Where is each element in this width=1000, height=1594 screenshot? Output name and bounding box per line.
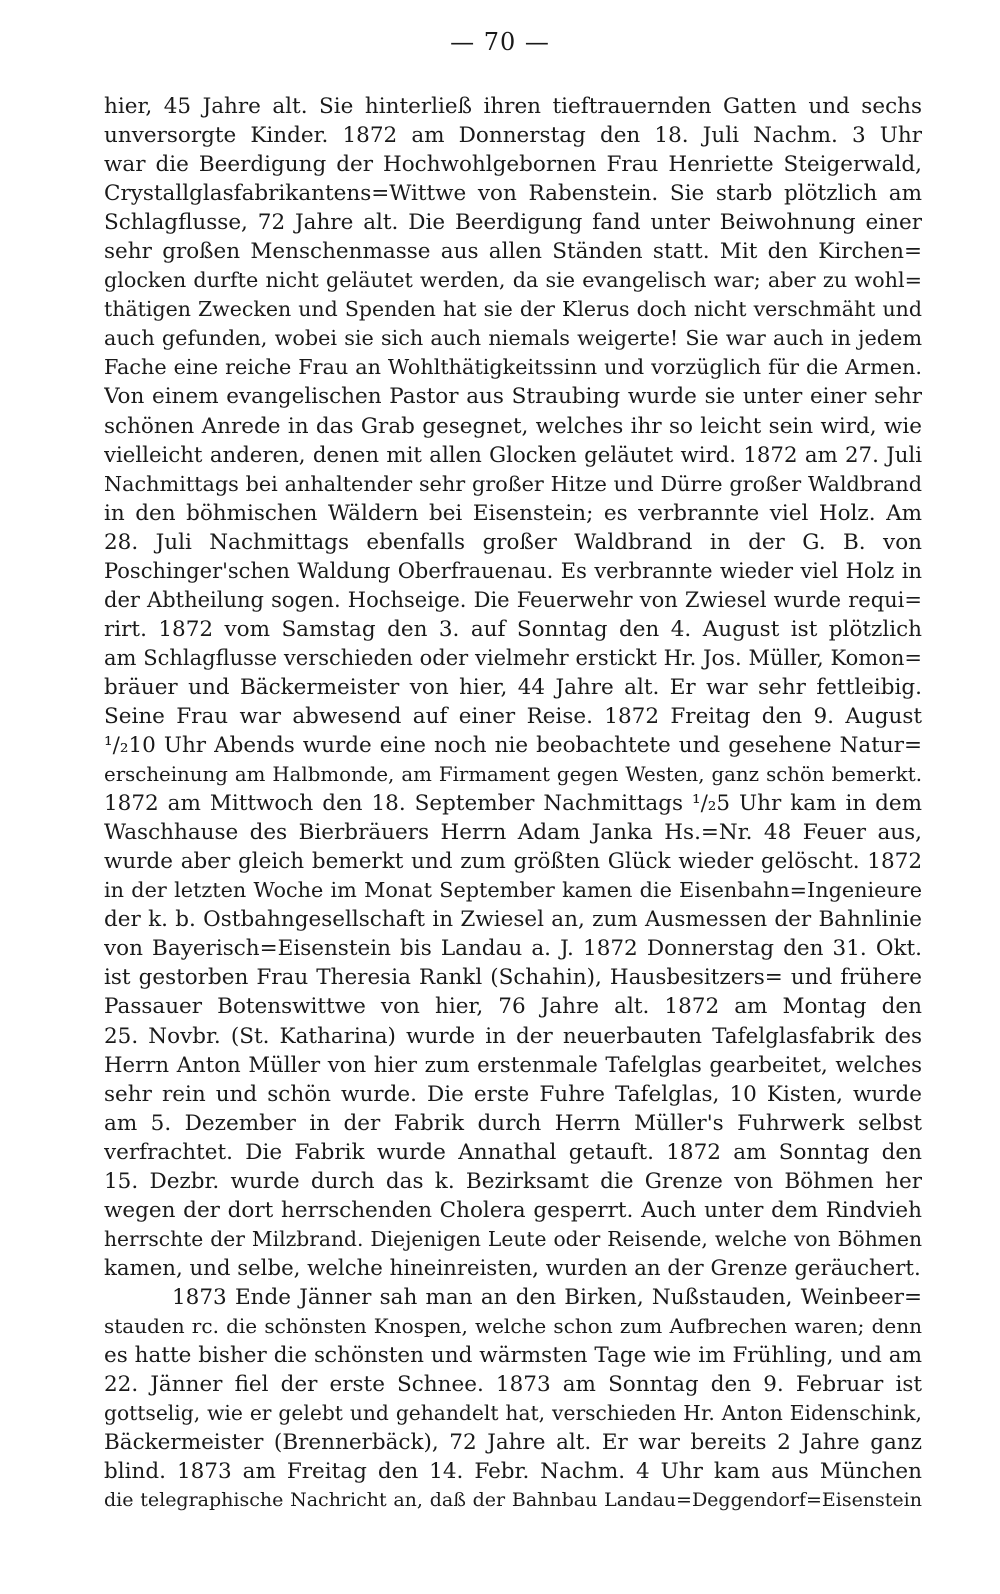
text-line: in den böhmischen Wäldern bei Eisenstein; es verbrannte viel Holz. Am	[104, 500, 922, 526]
text-line: verfrachtet. Die Fabrik wurde Annathal getauft. 1872 am Sonntag den	[104, 1139, 922, 1165]
text-line: blind. 1873 am Freitag den 14. Febr. Nachm. 4 Uhr kam aus München	[104, 1459, 922, 1485]
text-line: ¹/₂10 Uhr Abends wurde eine noch nie beobachtete und gesehene Natur=	[104, 733, 922, 759]
text-line: kamen, und selbe, welche hineinreisten, wurden an der Grenze geräuchert.	[104, 1255, 921, 1281]
text-line: schönen Anrede in das Grab gesegnet, welches ihr so leicht sein wird, wie	[104, 413, 922, 439]
body-text	[104, 92, 922, 1515]
text-line: Bäckermeister (Brennerbäck), 72 Jahre alt. Er war bereits 2 Jahre ganz	[104, 1430, 922, 1456]
text-line: Von einem evangelischen Pastor aus Straubing wurde sie unter einer sehr	[104, 384, 922, 410]
text-line: bräuer und Bäckermeister von hier, 44 Jahre alt. Er war sehr fettleibig.	[104, 674, 922, 700]
text-line: erscheinung am Halbmonde, am Firmament gegen Westen, ganz schön bemerkt.	[104, 763, 922, 787]
text-line: am Schlagflusse verschieden oder vielmehr erstickt Hr. Jos. Müller, Komon=	[104, 645, 922, 670]
text-line: Seine Frau war abwesend auf einer Reise. 1872 Freitag den 9. August	[104, 703, 922, 729]
text-line: war die Beerdigung der Hochwohlgebornen Frau Henriette Steigerwald,	[104, 152, 922, 178]
text-line: von Bayerisch=Eisenstein bis Landau a. J. 1872 Donnerstag den 31. Okt.	[104, 936, 922, 962]
text-line: herrschte der Milzbrand. Diejenigen Leute oder Reisende, welche von Böhmen	[104, 1226, 922, 1251]
text-line: 28. Juli Nachmittags ebenfalls großer Waldbrand in der G. B. von	[104, 529, 922, 555]
text-line: 15. Dezbr. wurde durch das k. Bezirksamt die Grenze von Böhmen her	[104, 1168, 922, 1194]
text-line: Herrn Anton Müller von hier zum erstenmale Tafelglas gearbeitet, welches	[104, 1052, 922, 1078]
text-line: vielleicht anderen, denen mit allen Glocken geläutet wird. 1872 am 27. Juli	[104, 442, 922, 468]
text-line: stauden rc. die schönsten Knospen, welche schon zum Aufbrechen waren; denn	[104, 1313, 922, 1338]
text-line: die telegraphische Nachricht an, daß der Bahnbau Landau=Deggendorf=Eisenstein	[104, 1489, 922, 1512]
text-line: wegen der dort herrschenden Cholera gesperrt. Auch unter dem Rindvieh	[104, 1197, 922, 1223]
page-number: — 70 —	[450, 28, 550, 56]
text-line: wurde aber gleich bemerkt und zum größten Glück wieder gelöscht. 1872	[104, 849, 922, 875]
text-line: hier, 45 Jahre alt. Sie hinterließ ihren tieftrauernden Gatten und sechs	[104, 94, 922, 119]
text-line: 25. Novbr. (St. Katharina) wurde in der neuerbauten Tafelglasfabrik des	[104, 1023, 922, 1049]
text-line: in der letzten Woche im Monat September kamen die Eisenbahn=Ingenieure	[104, 878, 922, 903]
text-line: sehr großen Menschenmasse aus allen Ständen statt. Mit den Kirchen=	[104, 239, 922, 265]
text-line: es hatte bisher die schönsten und wärmsten Tage wie im Frühling, und am	[104, 1343, 922, 1369]
text-line: 22. Jänner fiel der erste Schnee. 1873 am Sonntag den 9. Februar ist	[104, 1372, 922, 1398]
text-line: gottselig, wie er gelebt und gehandelt hat, verschieden Hr. Anton Eidenschink,	[104, 1401, 922, 1426]
text-line: 1873 Ende Jänner sah man an den Birken, Nußstauden, Weinbeer=	[172, 1284, 922, 1310]
text-line: auch gefunden, wobei sie sich auch niemals weigerte! Sie war auch in jedem	[104, 326, 922, 351]
text-line: glocken durfte nicht geläutet werden, da sie evangelisch war; aber zu wohl=	[104, 268, 922, 293]
text-line: Waschhause des Bierbräuers Herrn Adam Janka Hs.=Nr. 48 Feuer aus,	[104, 820, 922, 846]
text-line: rirt. 1872 vom Samstag den 3. auf Sonntag den 4. August ist plötzlich	[104, 616, 922, 642]
text-line: am 5. Dezember in der Fabrik durch Herrn Müller's Fuhrwerk selbst	[104, 1110, 922, 1136]
text-line: thätigen Zwecken und Spenden hat sie der Klerus doch nicht verschmäht und	[104, 297, 922, 322]
text-line: Passauer Botenswittwe von hier, 76 Jahre alt. 1872 am Montag den	[104, 994, 922, 1020]
text-line: Fache eine reiche Frau an Wohlthätigkeitssinn und vorzüglich für die Armen.	[104, 355, 922, 380]
text-line: der Abtheilung sogen. Hochseige. Die Feuerwehr von Zwiesel wurde requi=	[104, 587, 922, 612]
text-line: unversorgte Kinder. 1872 am Donnerstag den 18. Juli Nachm. 3 Uhr	[104, 123, 922, 149]
text-line: sehr rein und schön wurde. Die erste Fuhre Tafelglas, 10 Kisten, wurde	[104, 1081, 922, 1107]
text-line: 1872 am Mittwoch den 18. September Nachmittags ¹/₂5 Uhr kam in dem	[104, 791, 922, 817]
text-line: der k. b. Ostbahngesellschaft in Zwiesel an, zum Ausmessen der Bahnlinie	[104, 907, 922, 933]
text-line: Nachmittags bei anhaltender sehr großer Hitze und Dürre großer Waldbrand	[104, 471, 922, 496]
text-line: Schlagflusse, 72 Jahre alt. Die Beerdigung fand unter Beiwohnung einer	[104, 210, 922, 236]
text-line: Poschinger'schen Waldung Oberfrauenau. Es verbrannte wieder viel Holz in	[104, 558, 922, 583]
text-line: Crystallglasfabrikantens=Wittwe von Rabenstein. Sie starb plötzlich am	[104, 181, 922, 207]
text-line: ist gestorben Frau Theresia Rankl (Schahin), Hausbesitzers= und frühere	[104, 965, 922, 991]
